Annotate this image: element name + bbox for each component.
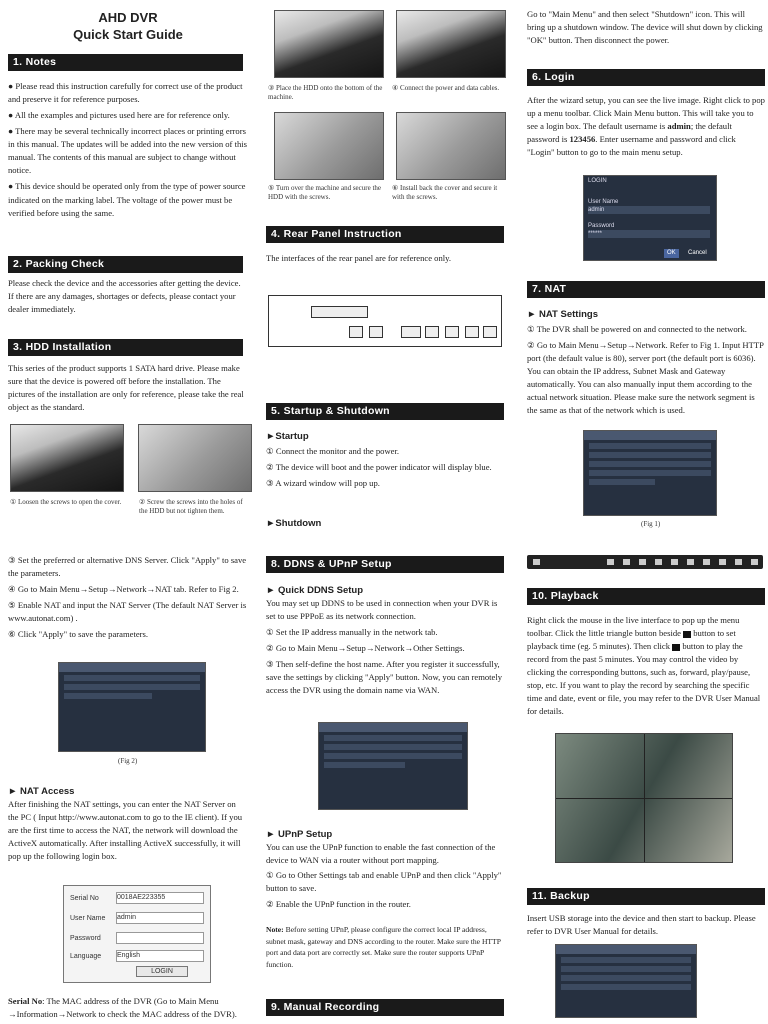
playback-text-c: button to play the record from the past 5 minutes. You may control the video by clicking the corresponding buttons, such as, forward, play/pause, stop, etc. If you want to play the record by searching the specific time and date, event or file, you may refer to the DVR User Manual for details. (527, 641, 761, 717)
nat-access-text: After finishing the NAT settings, you can enter the NAT Server on the PC ( Input http://www.autonat.com to go to the IE client). If you are the first time to access the NAT, the network will download the ActiveX automatically. After installing ActiveX successfully, it will pop up the following login box. (8, 799, 243, 862)
ddns-step: ③ Then self-define the host name. After you register it successfully, save the settings by clicking "Apply" button. Now, you can remotely access the DVR using the domain name via WAN. (266, 659, 503, 696)
login-shot-ok-button[interactable]: OK (664, 249, 679, 258)
playback-heading: 10. Playback (527, 588, 765, 605)
upnp-step: ① Go to Other Settings tab and enable UPnP and then click "Apply" button to save. (266, 870, 502, 894)
nat-steps-b (8, 554, 248, 644)
rear-panel-diagram (268, 295, 502, 347)
startup-step: ② The device will boot and the power indicator will display blue. (266, 462, 492, 473)
user-field[interactable]: admin (116, 912, 204, 924)
doc-title: AHD DVR Quick Start Guide (73, 10, 183, 42)
backup-heading: 11. Backup (527, 888, 765, 905)
nat-step: ① The DVR shall be powered on and connected to the network. (527, 324, 747, 334)
serial-note-label: Serial No (8, 996, 43, 1006)
quick-ddns-text: You may set up DDNS to be used in connection when your DVR is set to use PPPoE as its network connection. (266, 598, 498, 622)
fig2-screenshot (58, 662, 206, 752)
hdd-text: This series of the product supports 1 SATA hard drive. Please make sure that the device is powered off before the installation. The pictures of the installation are only for reference, please take the real object as the standard. (8, 363, 244, 413)
ddns-steps (266, 626, 504, 700)
hdd-step5-photo (274, 112, 384, 180)
ddns-heading: 8. DDNS & UPnP Setup (266, 556, 504, 573)
notes-item: ● There may be several technically incorrect places or printing errors in this manual. The updates will be added into the new version of this manual. The contents of this manual are subject to change without notice. (8, 126, 247, 176)
login-screenshot (583, 175, 717, 261)
hdd-caption-2: ② Screw the screws into the holes of the HDD but not tighten them. (139, 498, 243, 516)
hdd-step3-photo (274, 10, 384, 78)
dvr-photo (10, 424, 124, 492)
notes-item: ● This device should be operated only from the type of power source indicated on the marking label. The voltage of the power must be verified before using the same. (8, 181, 246, 218)
upnp-step: ② Enable the UPnP function in the router. (266, 899, 411, 910)
notes-item: ● Please read this instruction carefully for correct use of the product and preserve it for reference purposes. (8, 81, 243, 105)
language-label: Language (70, 953, 102, 960)
password-field[interactable] (116, 932, 204, 944)
upnp-note (266, 924, 504, 970)
login-shot-user-field[interactable]: admin (588, 206, 710, 214)
language-select[interactable]: English (116, 950, 204, 962)
upnp-text: You can use the UPnP function to enable the fast connection of the device to WAN via a router without port mapping. (266, 842, 496, 866)
notes-heading: 1. Notes (8, 54, 243, 71)
ddns-screenshot (318, 722, 468, 810)
fig1-caption: (Fig 1) (641, 520, 661, 528)
login-shot-cancel-button[interactable]: Cancel (688, 250, 707, 256)
hdd-caption-6: ⑥ Install back the cover and secure it with the screws. (392, 184, 498, 202)
upnp-steps (266, 869, 504, 914)
play-button-icon (672, 644, 680, 651)
backup-screenshot (555, 944, 697, 1018)
user-label: User Name (70, 915, 106, 922)
note-label: Note: (266, 925, 284, 934)
rear-text: The interfaces of the rear panel are for reference only. (266, 253, 452, 263)
hdd-caption-3: ③ Place the HDD onto the bottom of the machine. (268, 84, 383, 102)
playback-screenshot (555, 733, 733, 863)
hdd-caption-1: ① Loosen the screws to open the cover. (10, 498, 122, 506)
login-text-c: . Enter username and password and click "Login" button to go to the main menu setup. (527, 134, 736, 158)
upnp-heading: ► UPnP Setup (266, 829, 333, 840)
nat-settings-heading: ► NAT Settings (527, 309, 598, 320)
notes-item: ● All the examples and pictures used here are for reference only. (8, 110, 230, 121)
hdd-caption-5: ⑤ Turn over the machine and secure the HDD with the screws. (268, 184, 381, 202)
nat-step: ③ Set the preferred or alternative DNS Server. Click "Apply" to save the parameters. (8, 555, 247, 579)
packing-heading: 2. Packing Check (8, 256, 243, 273)
nat-step: ⑤ Enable NAT and input the NAT Server (The default NAT Server is www.autonat.com) . (8, 600, 247, 624)
serial-note-text: : The MAC address of the DVR (Go to Main Menu →Information→Network to check the MAC address of the DVR). (8, 996, 237, 1020)
shutdown-subheading: ►Shutdown (266, 518, 322, 529)
packing-text: Please check the device and the accessories after getting the device. If there are any damages, shortages or defects, please contact your dealer immediately. (8, 278, 241, 315)
notes-list (8, 80, 248, 223)
login-heading: 6. Login (527, 69, 765, 86)
login-text (527, 94, 765, 159)
password-label: Password (70, 935, 101, 942)
playback-text-b: button to set playback time (eg. 5 minutes). Then click (527, 628, 736, 652)
serial-field[interactable]: 0018AE223355 (116, 892, 204, 904)
fig1-screenshot (583, 430, 717, 516)
login-shot-pass-field[interactable]: ****** (588, 230, 710, 238)
playback-time-icon (683, 631, 691, 638)
hdd-step6-photo (396, 112, 506, 180)
note-text: Before setting UPnP, please configure the correct local IP address, subnet mask, gateway and DNS according to the router. Make sure the HTTP port and data port are correctly set. Make sure the router supports UPnP function. (266, 925, 501, 969)
backup-text: Insert USB storage into the device and then start to backup. Please refer to DVR User Manual for details. (527, 913, 756, 937)
rear-heading: 4. Rear Panel Instruction (266, 226, 504, 243)
serial-label: Serial No (70, 895, 99, 902)
login-text-b: ; the default password is (527, 121, 732, 145)
login-shot-user-label: User Name (588, 199, 619, 205)
startup-step: ① Connect the monitor and the power. (266, 446, 400, 456)
hdd-heading: 3. HDD Installation (8, 339, 243, 356)
login-button[interactable]: LOGIN (136, 966, 188, 977)
nat-heading: 7. NAT (527, 281, 765, 298)
default-password: 123456 (569, 134, 596, 145)
playback-text-a: Right click the mouse in the live interface to pop up the menu toolbar. Click the little triangle button beside (527, 615, 740, 639)
login-text-a: After the wizard setup, you can see the live image. Right click to pop up a menu toolbar. Click Main Menu button. This will take you to see a login box. The default username is (527, 95, 765, 132)
playback-text (527, 614, 765, 719)
shutdown-text: Go to "Main Menu" and then select "Shutdown" icon. This will bring up a shutdown window. The device will shut down by clicking "OK" button. Then disconnect the power. (527, 9, 763, 46)
ddns-step: ① Set the IP address manually in the network tab. (266, 627, 438, 637)
startup-heading: 5. Startup & Shutdown (266, 403, 504, 420)
quick-ddns-heading: ► Quick DDNS Setup (266, 585, 364, 596)
ddns-step: ② Go to Main Menu→Setup→Network→Other Settings. (266, 643, 465, 654)
startup-subheading: ►Startup (266, 431, 309, 442)
login-shot-pass-label: Password (588, 223, 615, 229)
hdd-photo (138, 424, 252, 492)
nat-access-heading: ► NAT Access (8, 786, 75, 797)
hdd-caption-4: ④ Connect the power and data cables. (392, 84, 500, 92)
manual-recording-heading: 9. Manual Recording (266, 999, 504, 1016)
nat-steps (527, 323, 765, 420)
startup-steps (266, 445, 504, 493)
login-shot-title: LOGIN (588, 178, 607, 184)
hdd-step4-photo (396, 10, 506, 78)
nat-login-box (63, 885, 211, 983)
nat-step: ④ Go to Main Menu→Setup→Network→NAT tab. Refer to Fig 2. (8, 584, 239, 595)
fig2-caption: (Fig 2) (118, 757, 138, 765)
nat-step: ② Go to Main Menu→Setup→Network. Refer to Fig 1. Input HTTP port (the default value is 80), server port (the default port is 6036). You can obtain the IP address, Subnet Mask and Gateway automatically. You can also manually input them according to the actual network situation. Please make sure the network segment is the same as that of the network which is used. (527, 340, 764, 416)
menu-toolbar[interactable] (527, 555, 763, 569)
serial-note (8, 995, 248, 1021)
nat-step: ⑥ Click "Apply" to save the parameters. (8, 629, 149, 640)
startup-step: ③ A wizard window will pop up. (266, 478, 380, 489)
default-username: admin (667, 121, 691, 132)
